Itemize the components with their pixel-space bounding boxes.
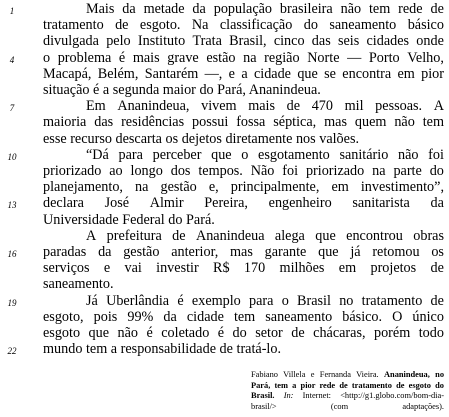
line-number: 4 (9, 54, 15, 65)
line-number: 10 (7, 151, 17, 162)
text-line: Universidade Federal do Pará. (43, 211, 215, 228)
text-line: tratamento de esgoto. Na classificação do saneamento básico (43, 17, 444, 34)
line-number: 19 (7, 297, 17, 308)
source-title: Ananindeua, no Pará, tem a pior rede de tratamento de esgoto do Brasil. (251, 370, 445, 400)
text-line: o problema é mais grave estão na região Norte — Porto Velho, (43, 49, 444, 66)
text-line: Em Ananindeua, vivem mais de 470 mil pessoas. A (86, 98, 444, 115)
source-citation (251, 370, 444, 412)
text-line: A prefeitura de Ananindeua alega que encontrou obras (86, 227, 444, 244)
text-line: esgoto que não é coletado é do setor de chácaras, porém todo (43, 325, 444, 341)
text-line: Já Uberlândia é exemplo para o Brasil no tratamento de (86, 292, 444, 309)
line-number: 7 (9, 103, 15, 114)
text-line: priorizado ao longo dos tempos. Não foi priorizado na parte do (43, 163, 444, 179)
text-line: esse recurso descarta os dejetos diretamente nos valões. (43, 130, 360, 147)
line-number: 16 (7, 249, 17, 259)
line-number: 1 (9, 6, 15, 16)
line-number: 22 (7, 346, 17, 357)
text-line: Mais da metade da população brasileira não tem rede de (86, 1, 444, 17)
line-number: 13 (7, 200, 17, 211)
source-in-label: In: (283, 391, 294, 400)
source-note: (com adaptações). (330, 401, 444, 411)
text-line: paradas da gestão anterior, mas garante que já retomou os (43, 244, 444, 260)
source-internet-label: Internet: (302, 391, 332, 400)
text-line: serviços e vai investir R$ 170 milhões em projetos de (43, 260, 444, 277)
text-line: esgoto, pois 99% da cidade tem saneamento básico. O único (43, 308, 444, 325)
text-line: Macapá, Belém, Santarém —, e a cidade que se encontra em pior (43, 65, 444, 82)
text-line: divulgada pelo Instituto Trata Brasil, cinco das seis cidades onde (43, 33, 444, 50)
text-line: “Dá para perceber que o esgotamento sanitário não foi (86, 146, 444, 163)
text-line: saneamento. (43, 276, 114, 293)
text-line: situação é a segunda maior do Pará, Ananindeua. (43, 82, 321, 98)
source-url[interactable]: <http://g1.globo.com/bom-dia-brasil/> (251, 391, 445, 411)
text-line: planejamento, na gestão e, principalmente, em investimento”, (43, 179, 444, 196)
text-line: declara José Almir Pereira, engenheiro sanitarista da (43, 195, 444, 212)
text-line: mundo tem a responsabilidade de tratá-lo. (43, 341, 282, 358)
text-line: maioria das residências possui fossa séptica, mas quem não tem (43, 114, 444, 131)
source-authors: Fabiano Villela e Fernanda Vieira. (251, 370, 379, 379)
